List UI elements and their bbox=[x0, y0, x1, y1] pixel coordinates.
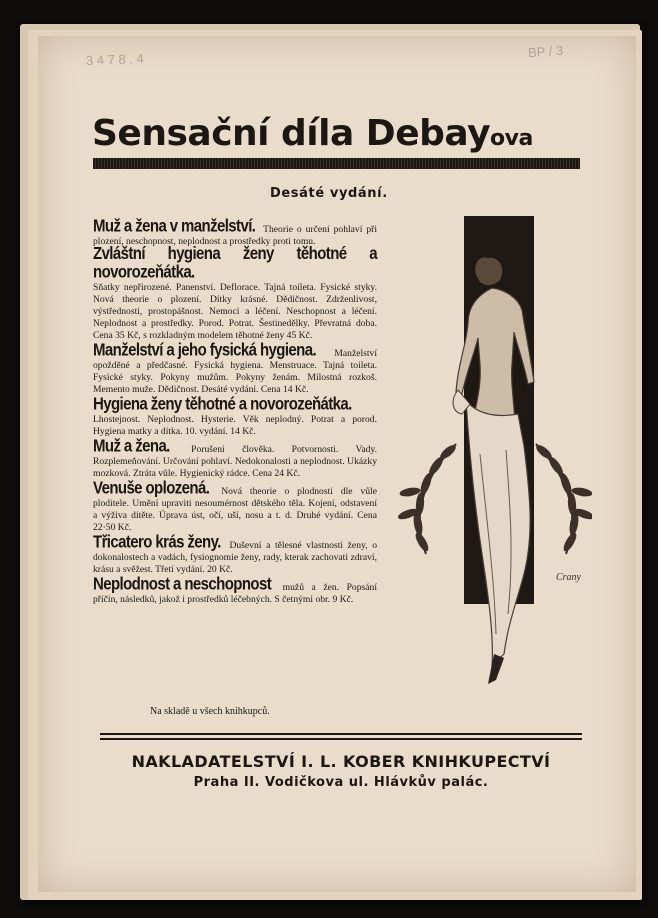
availability-note: Na skladě u všech knihkupců. bbox=[150, 706, 270, 717]
book-title: Hygiena ženy těhotné a novorozeňátka. bbox=[93, 394, 352, 414]
page-title bbox=[92, 113, 533, 154]
book-description: Sňatky nepřirozené. Panenství. Deflorace. Tajná toileta. Fysické styky. Nová theorie o plození. Dítky krásné. Dědičnost. Zdrženlivost, výstřednosti, prostopášnost. Nemoci a léčení. Neschopnost a léčení. Neplodnost a prostředky. Porod. Potrat. Šestinedělky. Převratná doba. Cena 35 Kč, s rozkladným modelem těhotné ženy 45 Kč. bbox=[93, 282, 377, 341]
artist-signature: Crany bbox=[556, 572, 581, 583]
publisher-name: NAKLADATELSTVÍ I. L. KOBER KNIHKUPECTVÍ bbox=[131, 752, 551, 771]
footer-rule bbox=[100, 733, 582, 740]
book-description: Lhostejnost. Neplodnost. Hysterie. Věk neplodný. Potrat a porod. Hygiena matky a dítka. 10. vydání. 14 Kč. bbox=[93, 414, 377, 437]
book-entry bbox=[93, 478, 377, 534]
book-description: Porušení člověka. Potvornosti. Vady. Rozplemeňování. Určování pohlaví. Nedokonalosti a neplodnost. Ukázky mozková. Ztráta vůle. Hygienický rádce. Cena 24 Kč. bbox=[93, 444, 377, 479]
book-entry bbox=[93, 436, 377, 480]
publisher-address: Praha II. Vodičkova ul. Hlávkův palác. bbox=[193, 775, 489, 790]
book-entry bbox=[93, 394, 377, 438]
book-title: Neplodnost a neschopnost bbox=[93, 574, 272, 594]
title-suffix: ova bbox=[490, 126, 533, 151]
book-title: Muž a žena. bbox=[93, 436, 170, 456]
book-description: Duševní a tělesné vlastnosti ženy, o dokonalostech a vadách, fysiognomie ženy, rady, kterak zachovati zdraví, krásu a svěžest. Třetí vydání. 20 Kč. bbox=[93, 540, 377, 575]
book-description: mužů a žen. Popsání příčin, následků, jakož i prostředků léčebných. S četnými obr. 9 Kč. bbox=[93, 582, 377, 605]
edition-label: Desáté vydání. bbox=[270, 186, 388, 201]
book-entry bbox=[93, 340, 377, 396]
book-title: Třicatero krás ženy. bbox=[93, 532, 221, 552]
book-description: Nová theorie o plodnosti dle vůle ploditele. Umění upraviti nesoumérnost dětského těla. Kojení, odstavení a výživa dítěte. Úprava úst, očí, uší, nosu a t. d. Druhé vydání. Cena 22·50 Kč. bbox=[93, 486, 377, 533]
book-entry bbox=[93, 244, 377, 342]
book-title: Manželství a jeho fysická hygiena. bbox=[93, 340, 317, 360]
pencil-mark-right: BP / 3 bbox=[527, 42, 564, 61]
pencil-mark-left: 3 4 7 8 . 4 bbox=[85, 50, 145, 69]
book-title: Muž a žena v manželství. bbox=[93, 216, 256, 236]
book-list bbox=[93, 216, 377, 608]
book-entry bbox=[93, 532, 377, 576]
woman-illustration bbox=[396, 214, 592, 694]
title-main: Sensační díla Debay bbox=[92, 113, 491, 154]
book-description: Theorie o určení pohlaví při plození, neschopnost, neplodnost a prostředky proti tomu. bbox=[93, 224, 377, 247]
book-title: Venuše oplozená. bbox=[93, 478, 210, 498]
book-description: Manželství opožděné a předčasné. Fysická hygiena. Menstruace. Tajná toileta. Fysické styky. Pokyny mužům. Pokyny ženám. Milostná rozkoš. Memento muže. Dědičnost. Desáté vydání. Cena 14 Kč. bbox=[93, 348, 377, 395]
book-title: Zvláštní hygiena ženy těhotné a novorozeňátka. bbox=[93, 244, 377, 282]
book-entry bbox=[93, 574, 377, 606]
title-rule bbox=[93, 158, 580, 169]
